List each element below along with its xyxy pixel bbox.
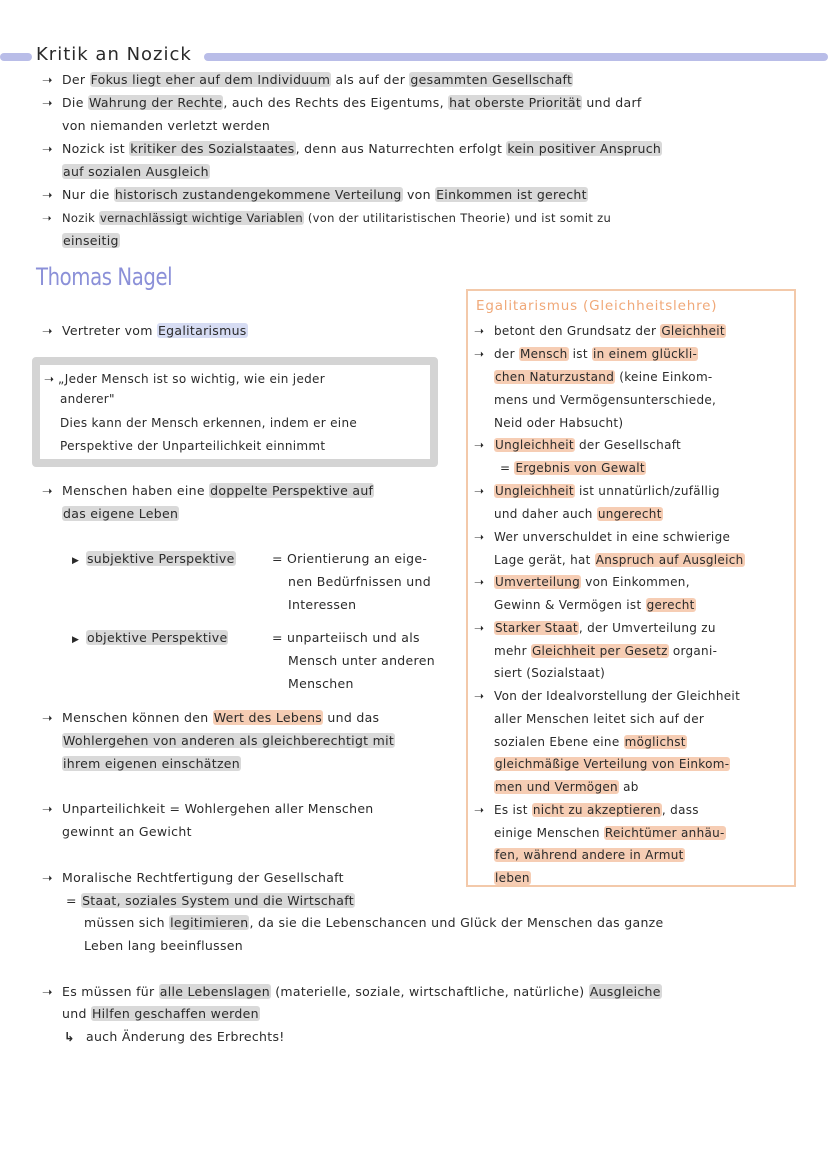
- arrow-icon: ➝: [474, 575, 485, 589]
- nagel-doppelte-perspektive: ➝ Menschen haben eine doppelte Perspektive auf: [42, 483, 374, 498]
- arrow-icon: ➝: [42, 801, 53, 816]
- ega-point-7-cont-1: mehr Gleichheit per Gesetz organi-: [494, 644, 718, 658]
- egalitarismus-title: Egalitarismus (Gleichheitslehre): [476, 298, 718, 314]
- nagel-moralische-rechtfertigung: ➝ Moralische Rechtfertigung der Gesellschaft: [42, 870, 344, 885]
- quote-line-1: ➝ „Jeder Mensch ist so wichtig, wie ein jeder: [44, 372, 325, 386]
- ega-point-2-cont-3: Neid oder Habsucht): [494, 416, 624, 430]
- kritik-point-4: ➝ Nur die historisch zustandengekommene Verteilung von Einkommen ist gerecht: [42, 187, 587, 202]
- arrow-icon: ➝: [42, 870, 53, 885]
- nagel-wert-cont-1: Wohlergehen von anderen als gleichberechtigt mit: [63, 733, 395, 748]
- kritik-point-2: ➝ Die Wahrung der Rechte, auch des Rechts des Eigentums, hat oberste Priorität und darf: [42, 95, 642, 110]
- arrow-icon: ➝: [474, 621, 485, 635]
- kritik-point-2-cont: von niemanden verletzt werden: [62, 118, 271, 133]
- ega-point-8-cont-4: men und Vermögen ab: [495, 780, 639, 794]
- arrow-icon: ➝: [42, 187, 53, 202]
- quote-line-2: anderer": [60, 392, 115, 406]
- nagel-ausgleiche: ➝ Es müssen für alle Lebenslagen (materielle, soziale, wirtschaftliche, natürliche) Ausgleiche: [42, 984, 661, 999]
- arrow-icon: ➝: [42, 710, 53, 725]
- nagel-moral-staat: = Staat, soziales System und die Wirtschaft: [66, 893, 354, 908]
- ega-point-8: ➝ Von der Idealvorstellung der Gleichheit: [474, 689, 741, 703]
- ega-point-9: ➝ Es ist nicht zu akzeptieren, dass: [474, 803, 699, 817]
- arrow-icon: ➝: [42, 984, 53, 999]
- ega-point-8-cont-2: sozialen Ebene eine möglichst: [494, 735, 686, 749]
- kritik-point-5-cont: einseitig: [63, 233, 119, 248]
- ega-point-5-cont: Lage gerät, hat Anspruch auf Ausgleich: [494, 553, 744, 567]
- arrow-icon: ➝: [474, 347, 485, 361]
- quote-line-4: Perspektive der Unparteilichkeit einnimmt: [60, 439, 326, 453]
- arrow-icon: ➝: [474, 689, 485, 703]
- subjektive-perspektive-label: ▶ subjektive Perspektive: [72, 550, 236, 570]
- nagel-wert-des-lebens: ➝ Menschen können den Wert des Lebens und das: [42, 710, 380, 725]
- subjektive-definition-2: nen Bedürfnissen und: [288, 574, 431, 589]
- arrow-icon: ➝: [474, 324, 485, 338]
- kritik-point-3-cont: auf sozialen Ausgleich: [63, 164, 209, 179]
- ega-point-2: ➝ der Mensch ist in einem glückli-: [474, 347, 698, 361]
- nagel-unparteilichkeit-cont: gewinnt an Gewicht: [62, 824, 192, 839]
- objektive-definition-2: Mensch unter anderen: [288, 653, 435, 668]
- objektive-definition-3: Menschen: [288, 676, 354, 691]
- ega-point-4: ➝ Ungleichheit ist unnatürlich/zufällig: [474, 484, 720, 498]
- arrow-icon: ➝: [474, 438, 485, 452]
- ega-point-3: ➝ Ungleichheit der Gesellschaft: [474, 438, 682, 452]
- triangle-bullet-icon: ▶: [72, 556, 80, 566]
- nagel-ausgleiche-cont: und Hilfen geschaffen werden: [62, 1006, 259, 1021]
- quote-line-3: Dies kann der Mensch erkennen, indem er eine: [60, 416, 358, 430]
- title-underline-left: [0, 53, 32, 61]
- nagel-wert-cont-2: ihrem eigenen einschätzen: [63, 756, 241, 771]
- nagel-vertreter: ➝ Vertreter vom Egalitarismus: [42, 323, 247, 338]
- ega-point-2-cont-2: mens und Vermögensunterschiede,: [494, 393, 717, 407]
- objektive-perspektive-label: ▶ objektive Perspektive: [72, 629, 228, 649]
- objektive-definition-1: = unparteiisch und als: [272, 630, 420, 645]
- arrow-icon: ➝: [42, 72, 53, 87]
- arrow-icon: ➝: [474, 530, 485, 544]
- kritik-point-3: ➝ Nozick ist kritiker des Sozialstaates, denn aus Naturrechten erfolgt kein positiver Anspruch: [42, 141, 662, 156]
- arrow-icon: ➝: [474, 803, 485, 817]
- nagel-moral-legitimieren: müssen sich legitimieren, da sie die Lebenschancen und Glück der Menschen das ganze: [84, 915, 664, 930]
- title-underline-right: [204, 53, 828, 61]
- ega-point-8-cont-3: gleichmäßige Verteilung von Einkom-: [495, 757, 730, 771]
- section-title-kritik: Kritik an Nozick: [36, 44, 192, 65]
- nagel-erbrecht: ↳ auch Änderung des Erbrechts!: [64, 1029, 285, 1044]
- subjektive-definition-3: Interessen: [288, 597, 357, 612]
- ega-point-9-cont-1: einige Menschen Reichtümer anhäu-: [494, 826, 725, 840]
- ega-point-6: ➝ Umverteilung von Einkommen,: [474, 575, 690, 589]
- ega-point-2-cont-1: chen Naturzustand (keine Einkom-: [495, 370, 713, 384]
- kritik-point-5: ➝ Nozik vernachlässigt wichtige Variablen (von der utilitaristischen Theorie) und ist somit zu: [42, 211, 612, 225]
- ega-point-7-cont-2: siert (Sozialstaat): [494, 666, 606, 680]
- ega-point-5: ➝ Wer unverschuldet in eine schwierige: [474, 530, 731, 544]
- nagel-moral-cont: Leben lang beeinflussen: [84, 938, 243, 953]
- ega-point-8-cont-1: aller Menschen leitet sich auf der: [494, 712, 705, 726]
- ega-point-9-cont-2: fen, während andere in Armut: [495, 848, 684, 862]
- triangle-bullet-icon: ▶: [72, 635, 80, 645]
- arrow-icon: ➝: [42, 95, 53, 110]
- ega-point-6-cont: Gewinn & Vermögen ist gerecht: [494, 598, 695, 612]
- ega-point-1: ➝ betont den Grundsatz der Gleichheit: [474, 324, 725, 338]
- kritik-point-1: ➝ Der Fokus liegt eher auf dem Individuum als auf der gesammten Gesellschaft: [42, 72, 573, 87]
- subjektive-definition-1: = Orientierung an eige-: [272, 551, 428, 566]
- ega-point-9-cont-3: leben: [495, 871, 530, 885]
- arrow-icon: ➝: [42, 141, 53, 156]
- arrow-icon: ➝: [44, 372, 55, 386]
- arrow-icon: ➝: [474, 484, 485, 498]
- arrow-icon: ➝: [42, 483, 53, 498]
- ega-point-3-cont: = Ergebnis von Gewalt: [500, 461, 645, 475]
- arrow-icon: ➝: [42, 323, 53, 338]
- section-title-nagel: Thomas Nagel: [36, 263, 173, 291]
- return-arrow-icon: ↳: [64, 1029, 75, 1044]
- nagel-unparteilichkeit: ➝ Unparteilichkeit = Wohlergehen aller Menschen: [42, 801, 374, 816]
- arrow-icon: ➝: [42, 211, 52, 225]
- ega-point-4-cont: und daher auch ungerecht: [494, 507, 662, 521]
- nagel-doppelte-perspektive-cont: das eigene Leben: [63, 506, 179, 521]
- ega-point-7: ➝ Starker Staat, der Umverteilung zu: [474, 621, 716, 635]
